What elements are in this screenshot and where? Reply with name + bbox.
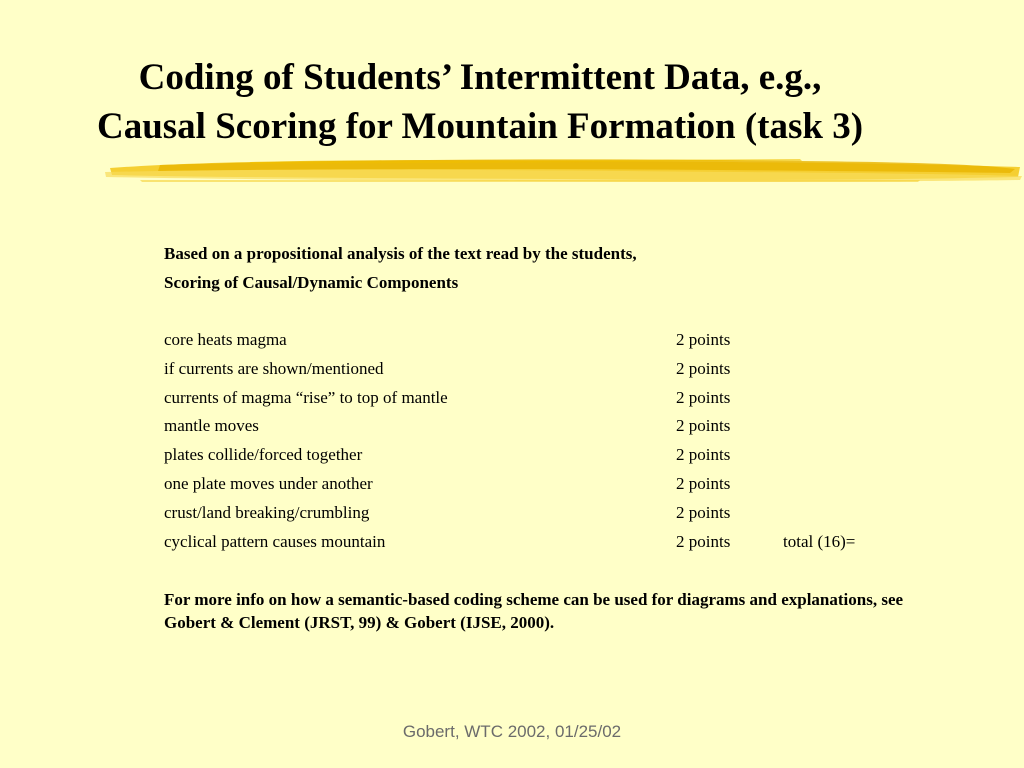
- scoring-row: [164, 387, 924, 416]
- scoring-row: [164, 502, 924, 531]
- scoring-row: [164, 444, 924, 473]
- slide-title-line-1: Coding of Students’ Intermittent Data, e.g.,: [138, 57, 822, 98]
- slide-footer: Gobert, WTC 2002, 01/25/02: [402, 722, 622, 741]
- criterion-points: 2 points: [676, 330, 731, 349]
- scoring-row: [164, 415, 924, 444]
- scoring-row: [164, 473, 924, 502]
- criterion-text: crust/land breaking/crumbling: [164, 502, 370, 522]
- criterion-text: core heats magma: [164, 330, 287, 349]
- criterion-text: cyclical pattern causes mountain: [164, 531, 386, 551]
- intro-line-2: Scoring of Causal/Dynamic Components: [164, 273, 459, 292]
- reference-note: For more info on how a semantic-based coding scheme can be used for diagrams and explanations, see Gobert & Clement (JRST, 99) & Gobert (IJSE, 2000).: [164, 590, 904, 632]
- criterion-points: 2 points: [676, 473, 731, 493]
- criterion-text: one plate moves under another: [164, 473, 373, 493]
- criterion-text: mantle moves: [164, 416, 259, 436]
- brushstroke-underline-icon: [100, 150, 1024, 190]
- criterion-text: currents of magma “rise” to top of mantle: [164, 387, 448, 407]
- criterion-points: 2 points: [676, 416, 731, 436]
- criterion-points: 2 points: [676, 502, 731, 522]
- criterion-text: if currents are shown/mentioned: [164, 358, 384, 378]
- criterion-points: 2 points: [676, 445, 731, 465]
- scoring-row: [164, 358, 924, 387]
- slide-title-line-2: Causal Scoring for Mountain Formation (task 3): [96, 106, 864, 147]
- criterion-points: 2 points: [676, 387, 731, 407]
- scoring-row: [164, 329, 924, 358]
- scoring-list: [164, 329, 924, 559]
- intro-line-1: Based on a propositional analysis of the text read by the students,: [164, 244, 637, 263]
- criterion-text: plates collide/forced together: [164, 445, 363, 465]
- criterion-points: 2 points: [676, 531, 731, 551]
- scoring-row: [164, 531, 924, 560]
- total-label: total (16)=: [783, 531, 856, 551]
- criterion-points: 2 points: [676, 358, 731, 378]
